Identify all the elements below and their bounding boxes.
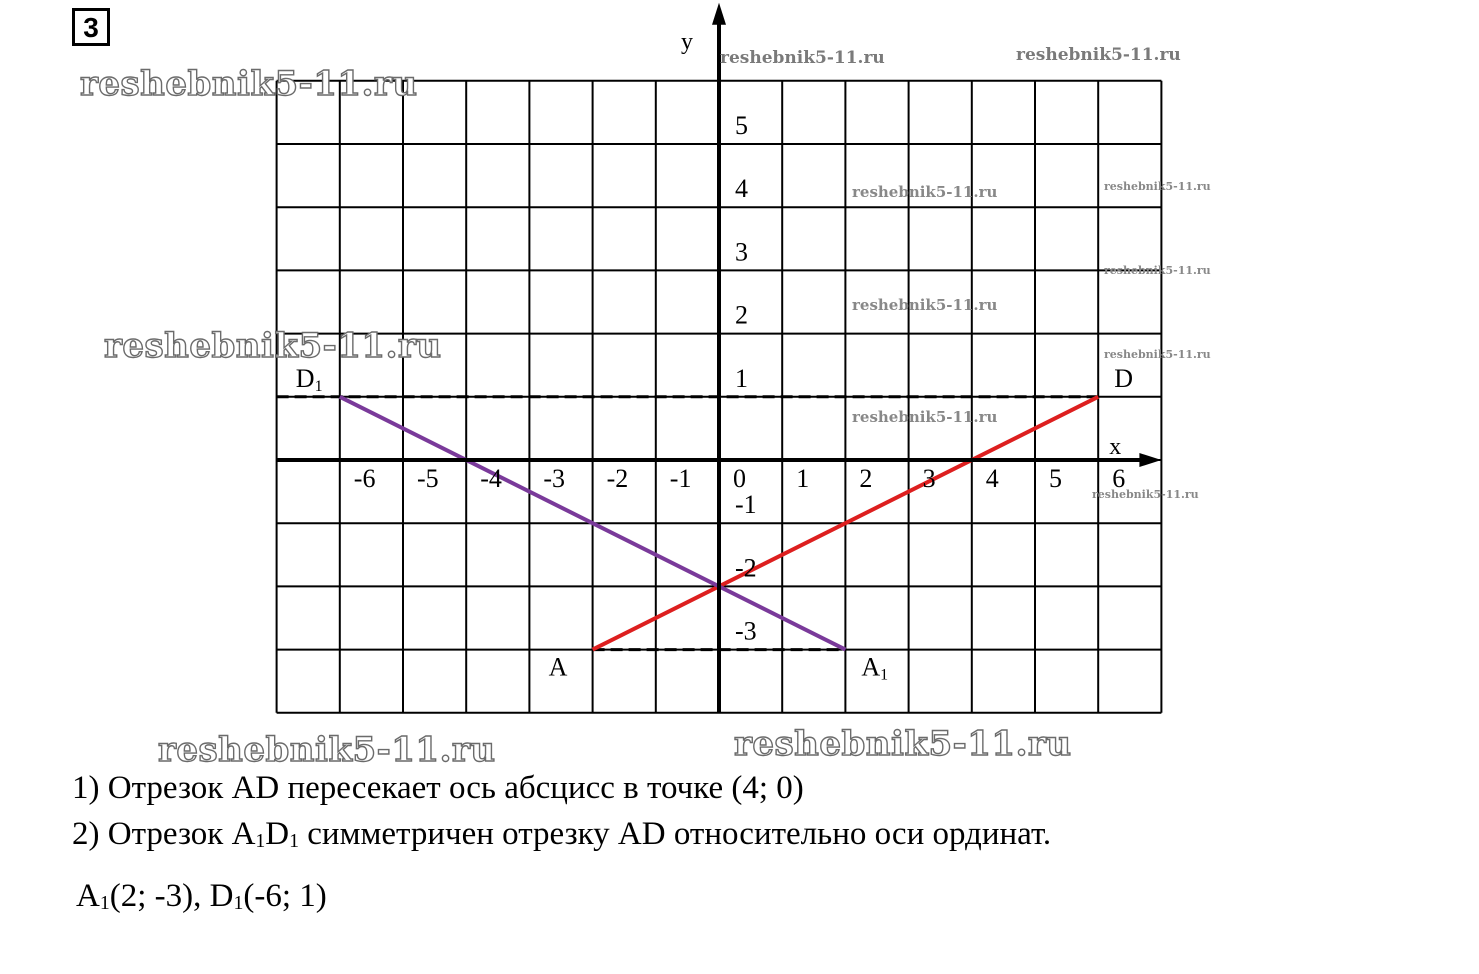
solution-line-2: 2) Отрезок $A_1D_1$ симметричен отрезку AD относительно оси ординат. (72, 816, 1052, 852)
solution-line-3: $A_1(2$; -3), $D_1(-6$; 1) (76, 878, 327, 914)
point-label-d: D (1114, 363, 1133, 393)
watermark: reshebnik5-11.ru (1104, 264, 1211, 277)
y-tick-label: 4 (735, 174, 748, 204)
tick-labels (354, 29, 1125, 646)
point-label-a: A (548, 652, 568, 682)
point-label-d1: D1 (295, 363, 323, 395)
y-axis-label: y (681, 28, 693, 55)
x-axis-label: x (1109, 434, 1122, 460)
watermark: reshebnik5-11.ru (852, 296, 998, 314)
x-tick-label: 4 (985, 464, 999, 493)
x-tick-label: -5 (417, 464, 439, 493)
x-tick-label: -4 (480, 464, 502, 493)
y-tick-label: 2 (735, 300, 748, 330)
watermark: reshebnik5-11.ru (1104, 180, 1211, 193)
x-tick-label: 5 (1049, 464, 1062, 493)
y-tick-label: 3 (735, 237, 748, 267)
watermark: reshebnik5-11.ru (104, 326, 442, 366)
x-axis-arrow (1139, 453, 1161, 467)
solution-line-1: 1) Отрезок AD пересекает ось абсцисс в точке (4; 0) (72, 770, 804, 806)
y-tick-label: 1 (735, 363, 748, 393)
x-tick-label: -2 (606, 464, 629, 493)
x-tick-label: 3 (922, 464, 936, 493)
watermark: reshebnik5-11.ru (720, 48, 885, 68)
y-axis-arrow (712, 3, 726, 25)
watermark: reshebnik5-11.ru (1104, 348, 1211, 361)
watermark: reshebnik5-11.ru (80, 64, 418, 104)
watermark: reshebnik5-11.ru (158, 730, 496, 770)
y-tick-label: 5 (735, 111, 748, 140)
x-tick-label: -1 (669, 464, 692, 493)
x-tick-label: -6 (353, 464, 376, 493)
point-label-a1: A1 (861, 652, 889, 684)
watermark: reshebnik5-11.ru (1016, 45, 1181, 65)
x-tick-label: 1 (796, 464, 810, 493)
watermark: reshebnik5-11.ru (1092, 488, 1199, 501)
y-tick-label: -1 (735, 490, 757, 520)
watermark: reshebnik5-11.ru (852, 408, 998, 426)
y-tick-label: -3 (735, 616, 757, 646)
x-tick-label: 2 (859, 464, 873, 493)
x-tick-label: 6 (1112, 464, 1126, 493)
y-tick-label: -2 (735, 553, 757, 583)
watermark: reshebnik5-11.ru (852, 183, 998, 201)
x-tick-label: -3 (543, 464, 566, 493)
x-tick-label: 0 (733, 464, 746, 493)
problem-number: 3 (72, 8, 110, 46)
watermark: reshebnik5-11.ru (734, 724, 1072, 764)
